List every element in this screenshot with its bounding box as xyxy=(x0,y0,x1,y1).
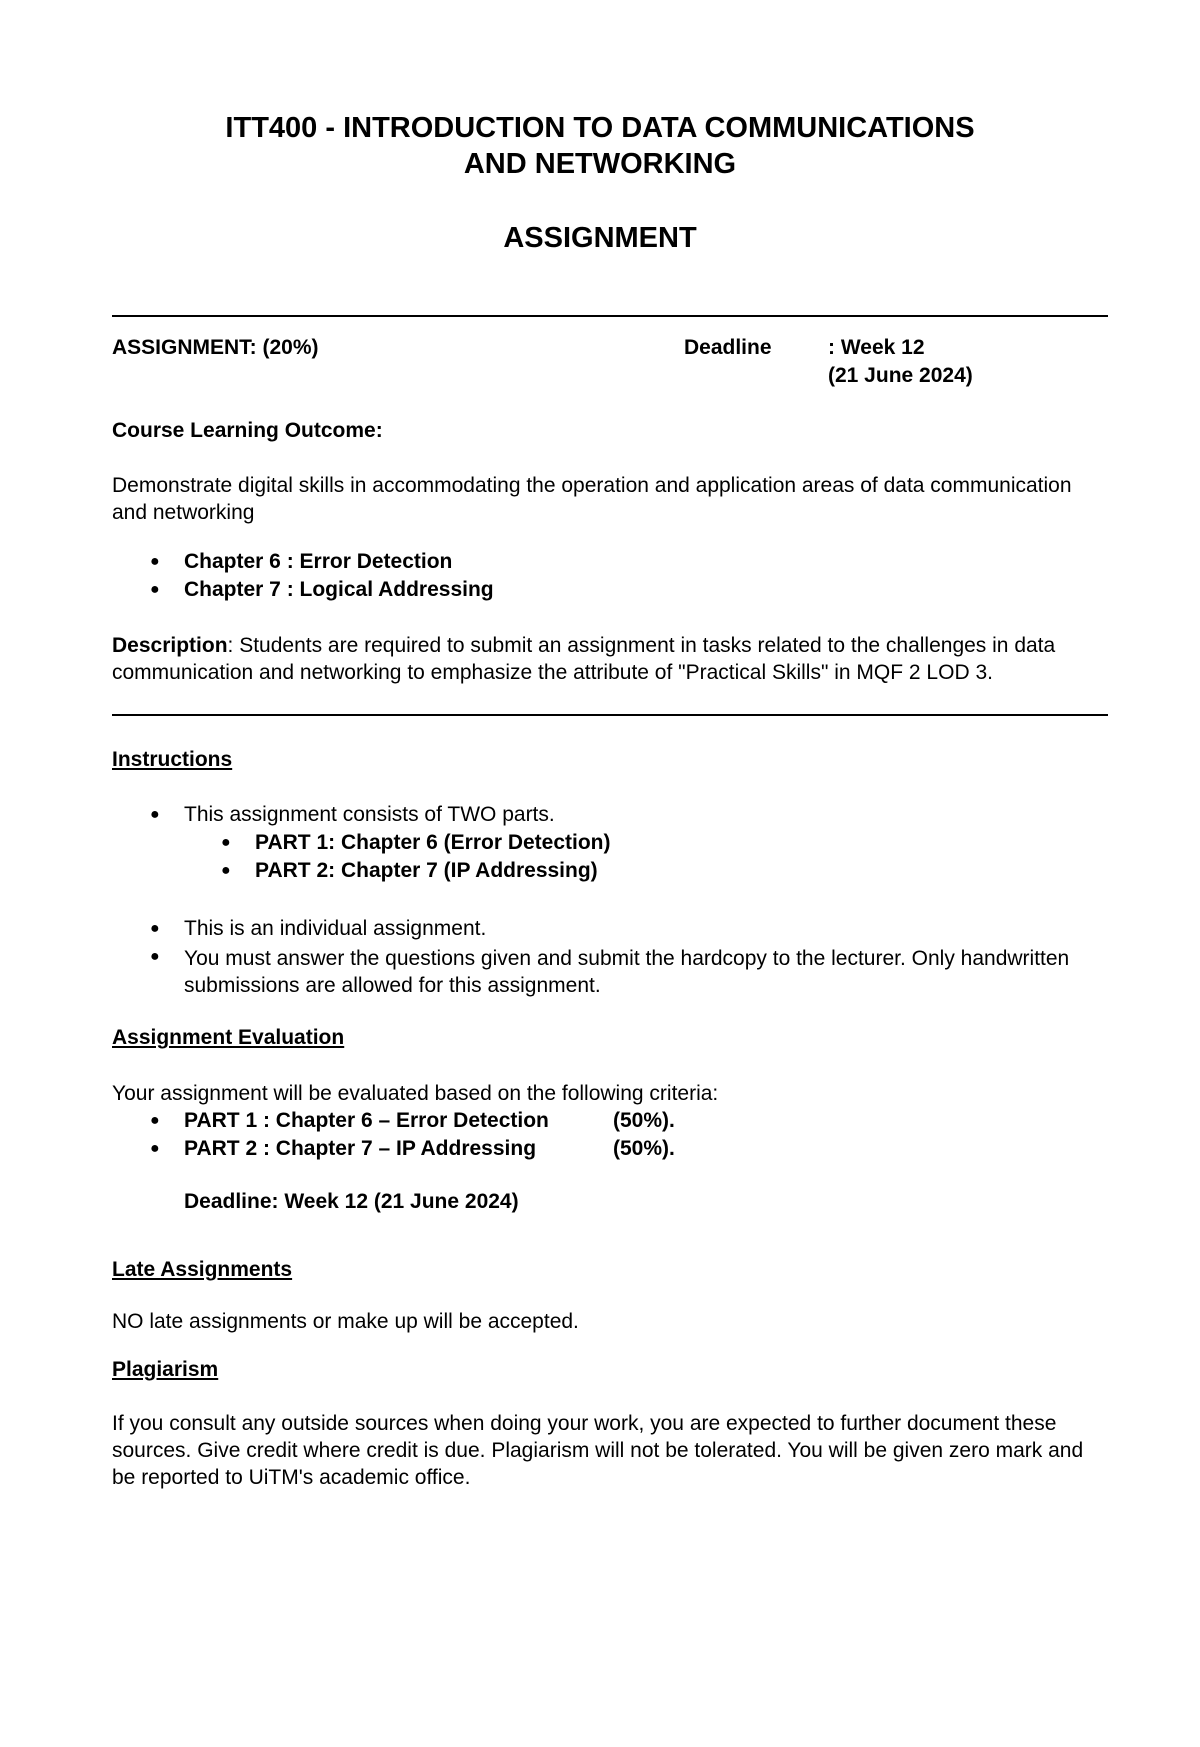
evaluation-deadline: Deadline: Week 12 (21 June 2024) xyxy=(184,1190,519,1213)
criteria-1-label: PART 1 : Chapter 6 – Error Detection xyxy=(184,1109,549,1132)
bullet-icon: ● xyxy=(150,553,160,570)
description-label: Description xyxy=(112,634,228,657)
instruction-item-2: This is an individual assignment. xyxy=(184,917,487,940)
instruction-part-2: PART 2: Chapter 7 (IP Addressing) xyxy=(255,859,598,882)
doc-subtitle: ASSIGNMENT xyxy=(503,222,697,254)
bullet-icon: ● xyxy=(150,806,160,823)
late-text: NO late assignments or make up will be accepted. xyxy=(112,1310,579,1333)
bullet-icon: ● xyxy=(221,862,231,879)
clo-heading: Course Learning Outcome: xyxy=(112,419,383,442)
instructions-heading: Instructions xyxy=(112,748,233,771)
bullet-icon: ● xyxy=(150,1140,160,1157)
bullet-icon: ● xyxy=(150,920,160,937)
deadline-label: Deadline xyxy=(684,336,772,359)
bullet-icon: ● xyxy=(150,581,160,598)
criteria-2-label: PART 2 : Chapter 7 – IP Addressing xyxy=(184,1137,537,1160)
description xyxy=(112,632,1112,686)
assignment-weight: ASSIGNMENT: (20%) xyxy=(112,336,319,359)
instruction-item-3: You must answer the questions given and submit the hardcopy to the lecturer. Only handwritten submissions are allowed for this assignment. xyxy=(184,947,1070,997)
late-heading: Late Assignments xyxy=(112,1258,293,1281)
description-text: : Students are required to submit an assignment in tasks related to the challenges in data communication and networking to emphasize the attribute of "Practical Skills" in MQF 2 LOD 3. xyxy=(112,634,1056,684)
plagiarism-heading: Plagiarism xyxy=(112,1358,219,1381)
evaluation-intro: Your assignment will be evaluated based on the following criteria: xyxy=(112,1082,719,1105)
clo-chapter-2: Chapter 7 : Logical Addressing xyxy=(184,578,494,601)
clo-chapter-1: Chapter 6 : Error Detection xyxy=(184,550,453,573)
plagiarism-text: If you consult any outside sources when doing your work, you are expected to further document these sources. Give credit where credit is due. Plagiarism will not be tolerated. You will be given zero mark and be reported to UiTM's academic office. xyxy=(112,1412,1084,1489)
deadline-week: : Week 12 xyxy=(828,336,925,359)
criteria-1-weight: (50%). xyxy=(613,1109,675,1132)
criteria-2-weight: (50%). xyxy=(613,1137,675,1160)
bullet-icon: ● xyxy=(150,948,160,965)
top-divider xyxy=(112,315,1108,317)
bullet-icon: ● xyxy=(221,834,231,851)
deadline-date: (21 June 2024) xyxy=(828,364,973,387)
bullet-icon: ● xyxy=(150,1112,160,1129)
evaluation-heading: Assignment Evaluation xyxy=(112,1026,345,1049)
instruction-item-1: This assignment consists of TWO parts. xyxy=(184,803,555,826)
doc-title-line-2: AND NETWORKING xyxy=(463,148,737,180)
middle-divider xyxy=(112,714,1108,716)
clo-text: Demonstrate digital skills in accommodating the operation and application areas of data communication and networking xyxy=(112,474,1072,524)
instruction-part-1: PART 1: Chapter 6 (Error Detection) xyxy=(255,831,611,854)
doc-title-line-1: ITT400 - INTRODUCTION TO DATA COMMUNICATIONS xyxy=(225,112,975,144)
